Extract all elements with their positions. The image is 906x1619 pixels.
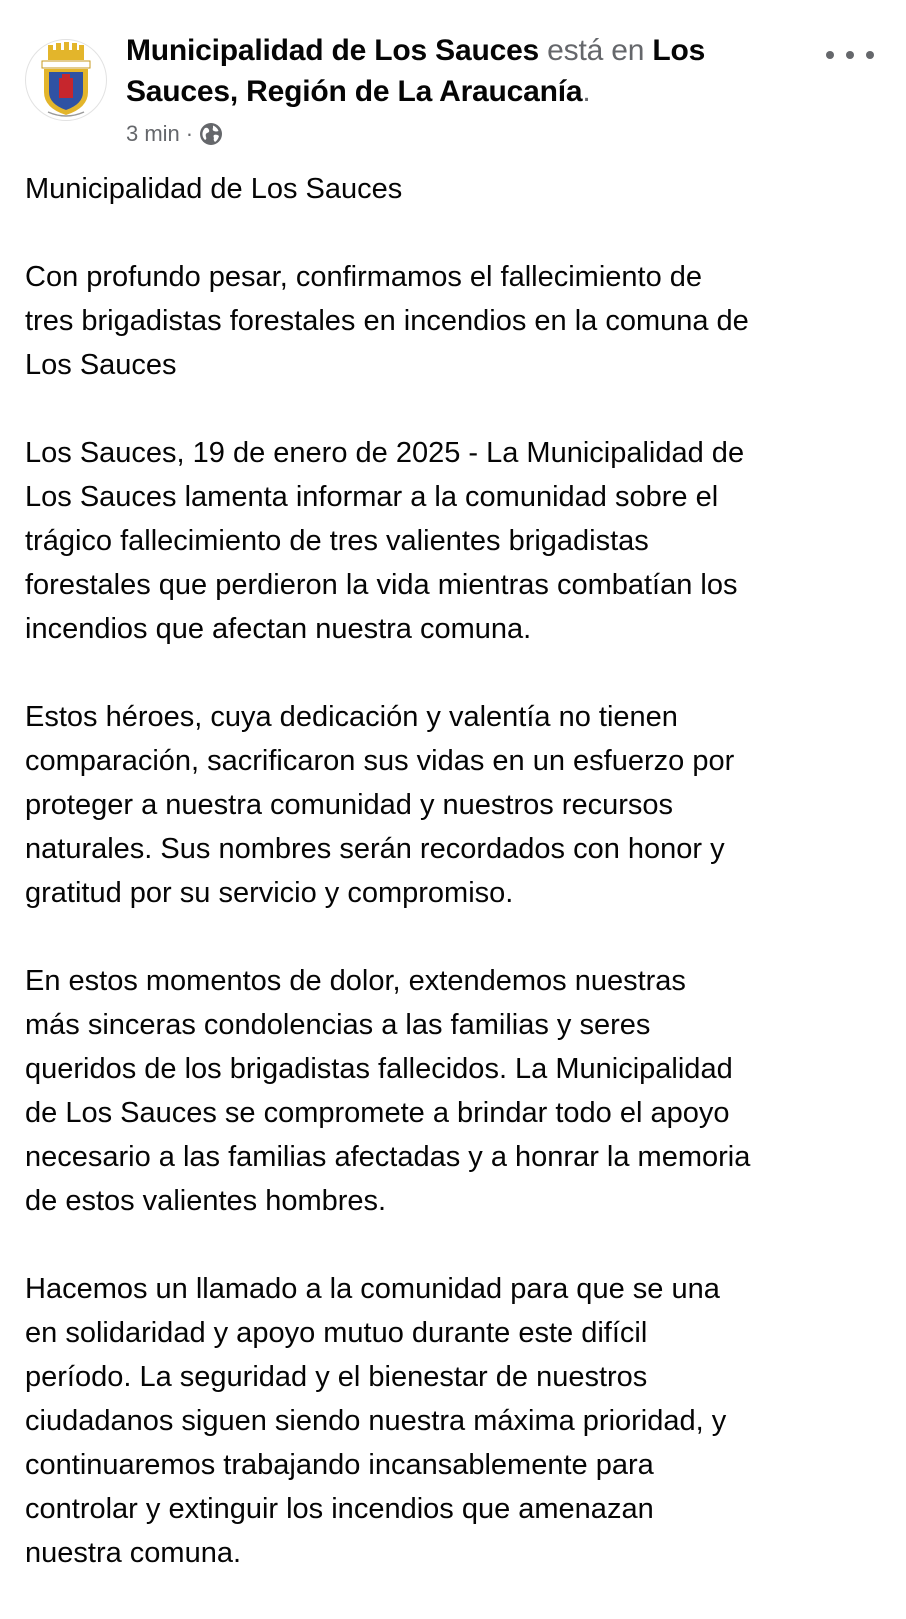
more-options-button[interactable] [826, 40, 874, 70]
post-paragraph: Los Sauces, 19 de enero de 2025 - La Municipalidad de Los Sauces lamenta informar a la comunidad sobre el trágico fallecimiento de tres valientes brigadistas forestales que perdieron la vida mientras combatían los incendios que afectan nuestra comuna. [25, 437, 745, 645]
coat-of-arms-icon [26, 40, 106, 120]
post-timestamp[interactable]: 3 min [126, 121, 180, 146]
post-paragraph: Con profundo pesar, confirmamos el fallecimiento de tres brigadistas forestales en incendios en la comuna de Los Sauces [25, 261, 749, 381]
post-paragraph: En estos momentos de dolor, extendemos nuestras más sinceras condolencias a las familias y seres queridos de los brigadistas fallecidos. La Municipalidad de Los Sauces se compromete a brindar todo el apoyo necesario a las familias afectadas y a honrar la memoria de estos valientes hombres. [25, 965, 751, 1217]
location-link[interactable]: Los Sauces, Región de La Araucanía [126, 34, 706, 108]
globe-icon[interactable] [199, 122, 223, 146]
post-paragraph: Hacemos un llamado a la comunidad para que se una en solidaridad y apoyo mutuo durante este difícil período. La seguridad y el bienestar de nuestros ciudadanos siguen siendo nuestra máxima prioridad, y continuaremos trabajando incansablemente para controlar y extinguir los incendios que amenazan nuestra comuna. [25, 1273, 727, 1569]
post-header [0, 0, 906, 160]
more-options-icon-dot [866, 51, 874, 59]
page-name-link[interactable]: Municipalidad de Los Sauces [126, 34, 540, 67]
header-period: . [582, 75, 591, 108]
post-header-title [126, 30, 806, 112]
more-options-icon [826, 51, 834, 59]
meta-separator: · [185, 121, 194, 146]
more-options-icon-dot [846, 51, 854, 59]
post-text [25, 167, 885, 1619]
page-avatar[interactable] [25, 39, 107, 121]
post-paragraph: Municipalidad de Los Sauces [25, 173, 403, 205]
header-verb: está en [539, 34, 653, 67]
post-meta [126, 120, 223, 148]
post-paragraph: Estos héroes, cuya dedicación y valentía no tienen comparación, sacrificaron sus vidas en un esfuerzo por proteger a nuestra comunidad y nuestros recursos naturales. Sus nombres serán recordados con honor y gratitud por su servicio y compromiso. [25, 701, 735, 909]
